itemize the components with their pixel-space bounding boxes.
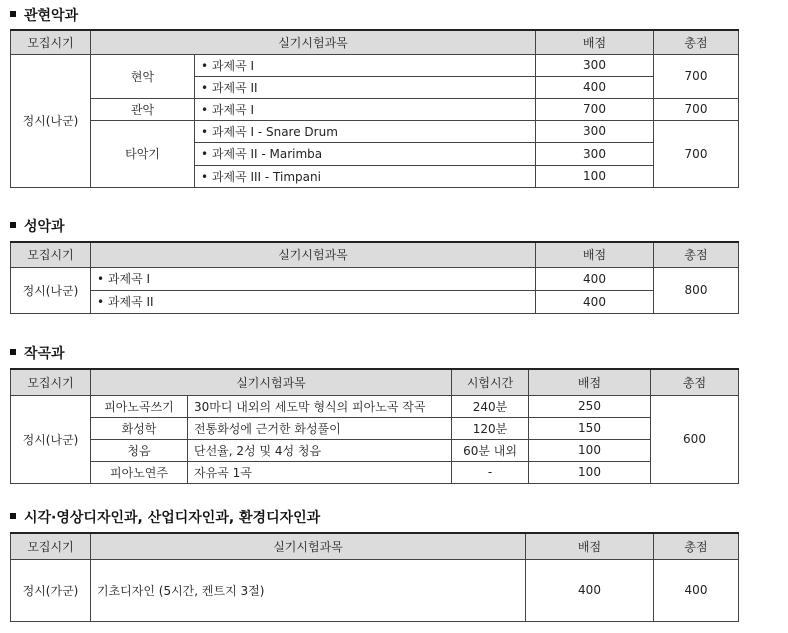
score-cell: 700	[536, 98, 654, 120]
score-cell: 250	[529, 395, 651, 417]
bullet-square-icon	[10, 513, 16, 519]
total-cell: 800	[654, 267, 739, 313]
group-cell: 타악기	[91, 120, 195, 187]
total-cell: 700	[654, 54, 739, 98]
item-cell: • 과제곡 II	[91, 290, 536, 313]
header-subject: 실기시험과목	[91, 30, 536, 54]
header-period: 모집시기	[11, 369, 91, 395]
item-cell: • 과제곡 II - Marimba	[195, 142, 536, 165]
section-title-text: 관현악과	[24, 8, 79, 24]
section-title-text: 시각·영상디자인과, 산업디자인과, 환경디자인과	[24, 510, 321, 526]
item-cell: • 과제곡 III - Timpani	[195, 165, 536, 187]
section-title-design	[10, 507, 320, 527]
composition-table	[10, 368, 739, 484]
subject-cell: 피아노곡쓰기	[91, 395, 188, 417]
header-score: 배점	[536, 30, 654, 54]
design-table	[10, 532, 739, 622]
time-cell: 120분	[452, 417, 529, 439]
subject-cell: 기초디자인 (5시간, 켄트지 3절)	[91, 559, 526, 621]
section-title-composition	[10, 343, 65, 363]
desc-cell: 전통화성에 근거한 화성풀이	[188, 417, 452, 439]
header-total: 총점	[654, 242, 739, 267]
desc-cell: 30마디 내외의 세도막 형식의 피아노곡 작곡	[188, 395, 452, 417]
item-cell: • 과제곡 I - Snare Drum	[195, 120, 536, 142]
header-period: 모집시기	[11, 533, 91, 559]
subject-cell: 청음	[91, 439, 188, 461]
score-cell: 100	[529, 461, 651, 483]
total-cell: 700	[654, 120, 739, 187]
score-cell: 100	[529, 439, 651, 461]
item-cell: • 과제곡 I	[195, 98, 536, 120]
time-cell: 240분	[452, 395, 529, 417]
subject-cell: 화성학	[91, 417, 188, 439]
group-cell: 관악	[91, 98, 195, 120]
score-cell: 400	[536, 76, 654, 98]
header-subject: 실기시험과목	[91, 533, 526, 559]
bullet-square-icon	[10, 349, 16, 355]
desc-cell: 단선율, 2성 및 4성 청음	[188, 439, 452, 461]
header-subject: 실기시험과목	[91, 242, 536, 267]
header-time: 시험시간	[452, 369, 529, 395]
vocal-table	[10, 241, 739, 314]
header-total: 총점	[651, 369, 739, 395]
header-period: 모집시기	[11, 242, 91, 267]
header-period: 모집시기	[11, 30, 91, 54]
item-cell: • 과제곡 I	[91, 267, 536, 290]
score-cell: 300	[536, 120, 654, 142]
score-cell: 300	[536, 142, 654, 165]
score-cell: 400	[526, 559, 654, 621]
item-cell: • 과제곡 II	[195, 76, 536, 98]
group-cell: 현악	[91, 54, 195, 98]
total-cell: 400	[654, 559, 739, 621]
period-cell: 정시(나군)	[11, 267, 91, 313]
section-title-orchestra	[10, 5, 78, 25]
score-cell: 150	[529, 417, 651, 439]
score-cell: 400	[536, 290, 654, 313]
section-title-text: 성악과	[24, 219, 65, 235]
header-total: 총점	[654, 30, 739, 54]
total-cell: 700	[654, 98, 739, 120]
score-cell: 400	[536, 267, 654, 290]
bullet-square-icon	[10, 11, 16, 17]
header-total: 총점	[654, 533, 739, 559]
total-cell: 600	[651, 395, 739, 483]
period-cell: 정시(가군)	[11, 559, 91, 621]
orchestra-table	[10, 29, 739, 188]
desc-cell: 자유곡 1곡	[188, 461, 452, 483]
period-cell: 정시(나군)	[11, 54, 91, 187]
time-cell: -	[452, 461, 529, 483]
bullet-square-icon	[10, 222, 16, 228]
header-score: 배점	[529, 369, 651, 395]
subject-cell: 피아노연주	[91, 461, 188, 483]
header-subject: 실기시험과목	[91, 369, 452, 395]
period-cell: 정시(나군)	[11, 395, 91, 483]
section-title-vocal	[10, 216, 65, 236]
header-score: 배점	[526, 533, 654, 559]
section-title-text: 작곡과	[24, 346, 65, 362]
header-score: 배점	[536, 242, 654, 267]
time-cell: 60분 내외	[452, 439, 529, 461]
item-cell: • 과제곡 I	[195, 54, 536, 76]
score-cell: 300	[536, 54, 654, 76]
score-cell: 100	[536, 165, 654, 187]
